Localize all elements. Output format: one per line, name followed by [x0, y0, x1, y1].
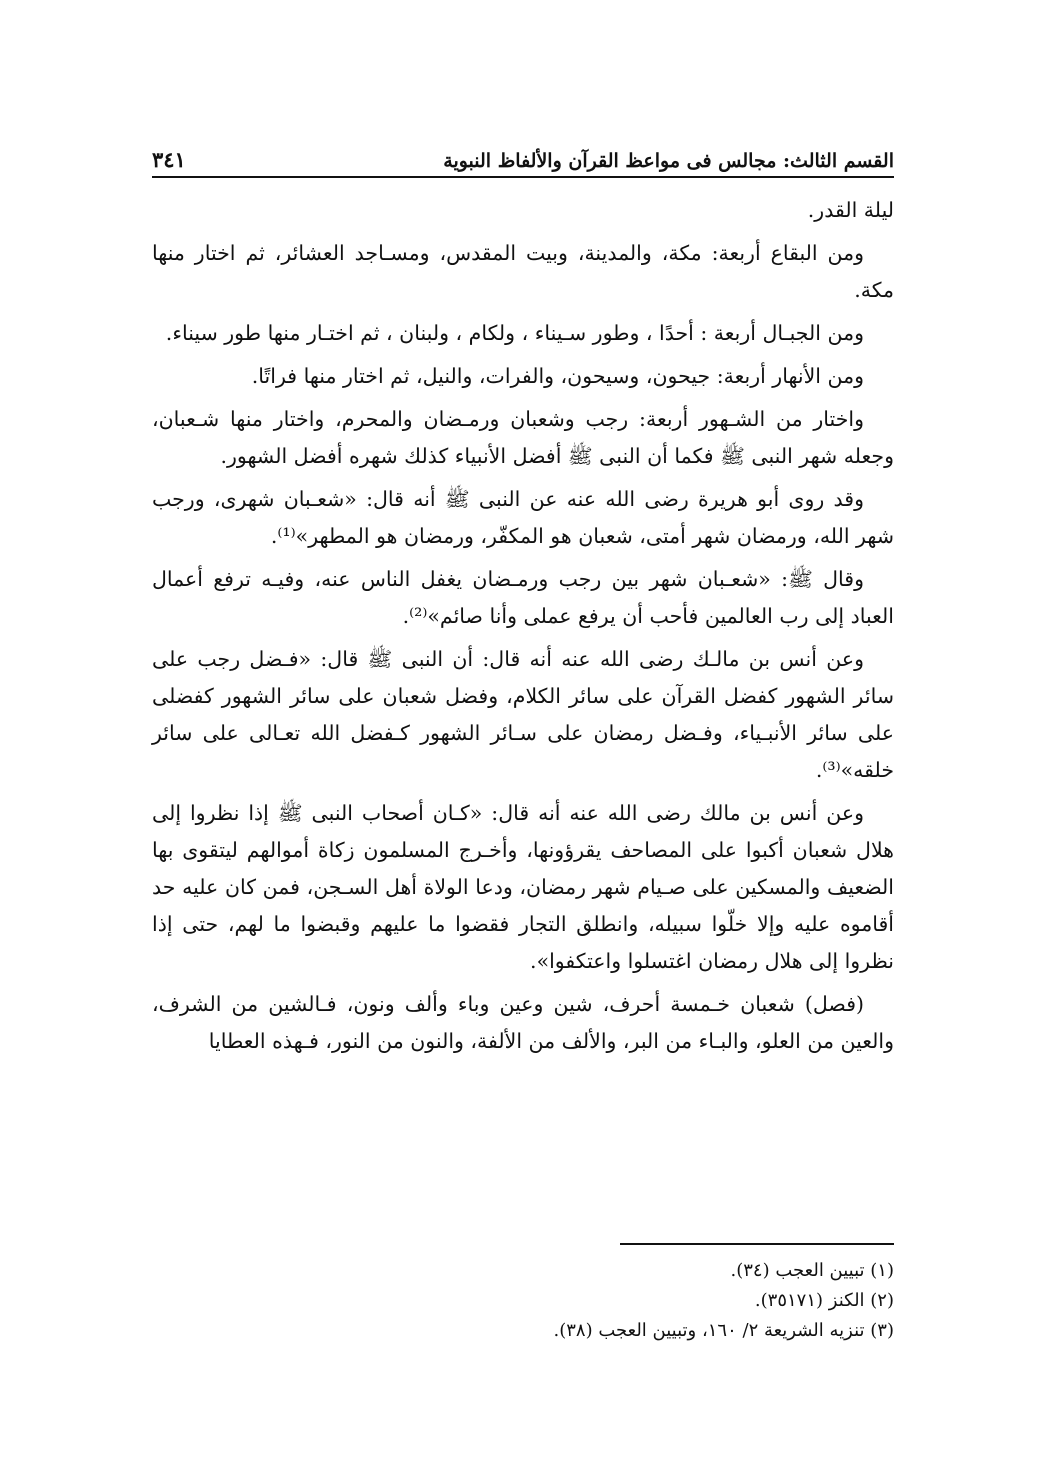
- paragraph-3: ومن الجبـال أربعة : أحدًا ، وطور سـيناء ، ولكام ، ولبنان ، ثم اختـار منها طور سيناء.: [165, 321, 864, 345]
- paragraph-1: ليلة القدر.: [807, 198, 894, 222]
- footnote-2: (٢) الكنز (٣٥١٧١).: [754, 1290, 894, 1311]
- footnote-1: (١) تبيين العجب (٣٤).: [730, 1260, 894, 1281]
- paragraph-5: واختار من الشـهور أربعة: رجب وشعبان ورمـضان والمحرم، واختار منها شـعبان، وجعله شهر النبى ﷺ فكما أن النبى ﷺ أفضل الأنبياء كذلك شهره أفضل الشهور.: [152, 407, 894, 468]
- paragraph-10: (فصل) شعبان خـمسة أحرف، شين وعين وباء وألف ونون، فـالشين من الشرف، والعين من العلو، والبـاء من البر، والألف من الألفة، والنون من النور، فـهذه العطايا: [152, 992, 894, 1053]
- paragraph-2: ومن البقاع أربعة: مكة، والمدينة، وبيت المقدس، ومسـاجد العشائر، ثم اختار منها مكة.: [152, 241, 894, 302]
- paragraph-8: وعن أنس بن مالـك رضى الله عنه أنه قال: أن النبى ﷺ قال: «فـضل رجب على سائر الشهور كفضل القرآن على سائر الكلام، وفضل شعبان على سائر الشهور كفضلى على سائر الأنبـياء، وفـضل رمضان على سـائر الشهور كـفضل الله تعـالى على سائر خلقه»⁽³⁾.: [152, 647, 894, 782]
- header-divider: [152, 176, 894, 178]
- page-number: ٣٤١: [152, 147, 186, 172]
- paragraph-9: وعن أنس بن مالك رضى الله عنه أنه قال: «كـان أصحاب النبى ﷺ إذا نظروا إلى هلال شعبان أكبوا على المصاحف يقرؤونها، وأخـرج المسلمون زكاة أموالهم ليتقوى بها الضعيف والمسكين على صـيام شهر رمضان، ودعا الولاة أهل السـجن، فمن كان عليه حد أقاموه عليه وإلا خلّوا سبيله، وانطلق التجار فقضوا ما عليهم وقبضوا ما لهم، حتى إذا نظروا إلى هلال رمضان اغتسلوا واعتكفوا».: [152, 801, 894, 973]
- paragraph-7: وقال ﷺ: «شعـبان شهر بين رجب ورمـضان يغفل الناس عنه، وفيـه ترفع أعمال العباد إلى رب العالمين فأحب أن يرفع عملى وأنا صائم»⁽²⁾.: [152, 567, 894, 628]
- paragraph-6: وقد روى أبو هريرة رضى الله عنه عن النبى ﷺ أنه قال: «شعـبان شهرى، ورجب شهر الله، ورمضان شهر أمتى، شعبان هو المكفّر، ورمضان هو المطهر»⁽¹⁾.: [152, 487, 894, 548]
- section-label: القسم الثالث:: [783, 150, 894, 172]
- section-title: مجالس فى مواعظ القرآن والألفاظ النبوية: [443, 150, 777, 172]
- footnote-3: (٣) تنزيه الشريعة ٢/ ١٦٠، وتبيين العجب (٣٨).: [553, 1320, 894, 1341]
- running-head: [443, 150, 894, 172]
- paragraph-4: ومن الأنهار أربعة: جيحون، وسيحون، والفرات، والنيل، ثم اختار منها فراتًا.: [251, 364, 864, 388]
- page-header: [152, 138, 894, 172]
- footnote-divider: [620, 1243, 894, 1245]
- body-text: [152, 192, 894, 1066]
- footnotes: [152, 1256, 894, 1346]
